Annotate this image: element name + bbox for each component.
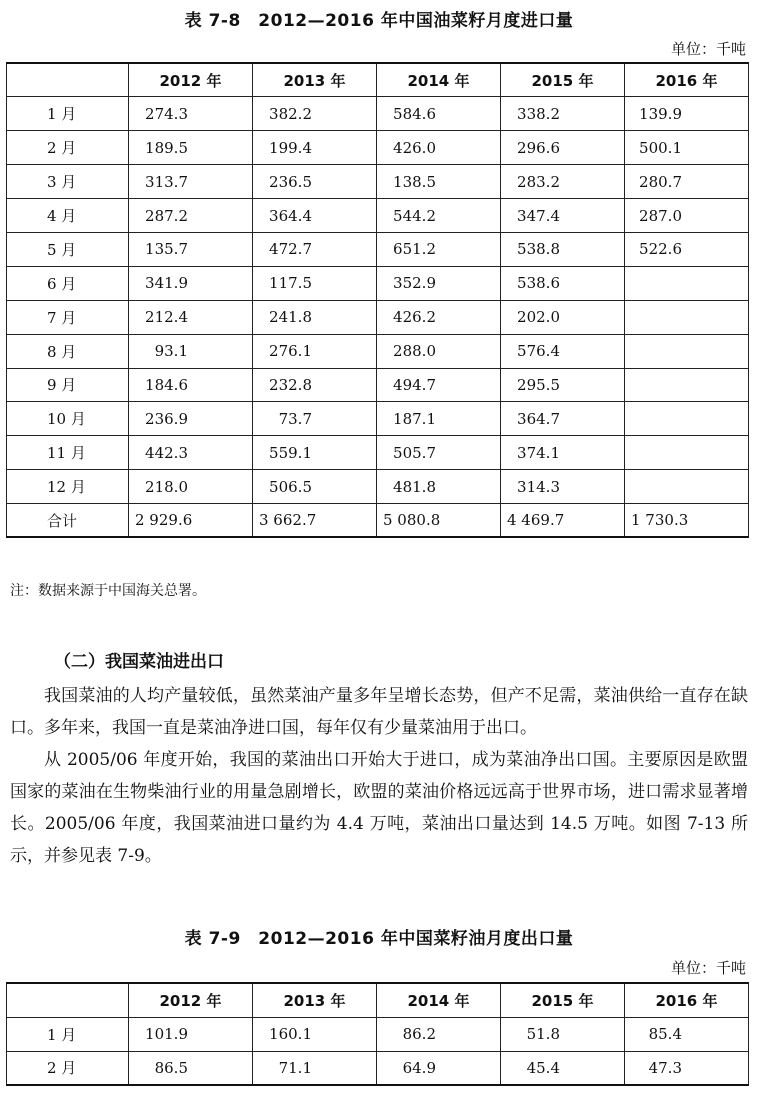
table-cell: 135.7 xyxy=(129,232,253,266)
table-cell: 494.7 xyxy=(377,368,501,402)
table-row xyxy=(7,165,749,199)
table-cell: 3 662.7 xyxy=(253,504,377,538)
table-cell: 382.2 xyxy=(253,97,377,131)
header-row xyxy=(7,63,749,97)
table-row xyxy=(7,232,749,266)
table-cell: 538.8 xyxy=(501,232,625,266)
table-cell: 347.4 xyxy=(501,199,625,233)
table-cell xyxy=(625,402,749,436)
paragraph: 从 2005/06 年度开始，我国的菜油出口开始大于进口，成为菜油净出口国。主要原因是欧盟国家的菜油在生物柴油行业的用量急剧增长，欧盟的菜油价格远远高于世界市场，进口需求显著增长。2005/06 年度，我国菜油进口量约为 4.4 万吨，菜油出口量达到 14.5 万吨。如图 7-13 所示，并参见表 7-9。 xyxy=(10,750,748,866)
row-label: 11 月 xyxy=(7,436,129,470)
paragraph: 我国菜油的人均产量较低，虽然菜油产量多年呈增长态势，但产不足需，菜油供给一直存在缺口。多年来，我国一直是菜油净进口国，每年仅有少量菜油用于出口。 xyxy=(10,686,748,738)
column-header: 2014 年 xyxy=(377,983,501,1017)
table-cell: 472.7 xyxy=(253,232,377,266)
table-cell: 232.8 xyxy=(253,368,377,402)
column-header: 2013 年 xyxy=(253,983,377,1017)
row-label: 12 月 xyxy=(7,470,129,504)
row-label: 6 月 xyxy=(7,266,129,300)
table-cell: 86.2 xyxy=(377,1017,501,1051)
column-header: 2015 年 xyxy=(501,63,625,97)
table-cell: 522.6 xyxy=(625,232,749,266)
row-label: 10 月 xyxy=(7,402,129,436)
table-row xyxy=(7,131,749,165)
table-cell: 426.2 xyxy=(377,300,501,334)
table-cell: 241.8 xyxy=(253,300,377,334)
table-cell: 189.5 xyxy=(129,131,253,165)
table-cell xyxy=(625,368,749,402)
table1-caption: 表 7-8 2012—2016 年中国油菜籽月度进口量 xyxy=(184,11,574,31)
table2-caption: 表 7-9 2012—2016 年中国菜籽油月度出口量 xyxy=(184,929,574,949)
table-cell: 51.8 xyxy=(501,1017,625,1051)
table-cell: 506.5 xyxy=(253,470,377,504)
table-cell: 93.1 xyxy=(129,334,253,368)
column-header: 2016 年 xyxy=(625,983,749,1017)
table-cell: 287.0 xyxy=(625,199,749,233)
section-heading: （二）我国菜油进出口 xyxy=(54,652,224,672)
row-label: 9 月 xyxy=(7,368,129,402)
table-cell: 236.5 xyxy=(253,165,377,199)
table-cell: 199.4 xyxy=(253,131,377,165)
table1-unit: 单位：千吨 xyxy=(670,40,746,58)
table-row xyxy=(7,1051,749,1085)
table-cell: 236.9 xyxy=(129,402,253,436)
row-label: 2 月 xyxy=(7,131,129,165)
table-cell: 160.1 xyxy=(253,1017,377,1051)
table-cell: 283.2 xyxy=(501,165,625,199)
table-cell: 287.2 xyxy=(129,199,253,233)
row-label: 8 月 xyxy=(7,334,129,368)
column-header: 2016 年 xyxy=(625,63,749,97)
row-label: 1 月 xyxy=(7,1017,129,1051)
table-row xyxy=(7,97,749,131)
table-cell: 352.9 xyxy=(377,266,501,300)
table-cell: 341.9 xyxy=(129,266,253,300)
table-cell: 86.5 xyxy=(129,1051,253,1085)
table-cell: 559.1 xyxy=(253,436,377,470)
column-header: 2012 年 xyxy=(129,63,253,97)
table-cell: 117.5 xyxy=(253,266,377,300)
table-cell xyxy=(625,436,749,470)
column-header: 2014 年 xyxy=(377,63,501,97)
table-row xyxy=(7,1017,749,1051)
table-cell xyxy=(625,470,749,504)
table-row xyxy=(7,199,749,233)
table1 xyxy=(6,62,749,538)
table-row xyxy=(7,402,749,436)
table2-unit: 单位：千吨 xyxy=(670,959,746,977)
table-cell: 295.5 xyxy=(501,368,625,402)
table-cell: 2 929.6 xyxy=(129,504,253,538)
table-cell: 187.1 xyxy=(377,402,501,436)
table-cell: 576.4 xyxy=(501,334,625,368)
row-label: 7 月 xyxy=(7,300,129,334)
column-header xyxy=(7,63,129,97)
table-cell: 184.6 xyxy=(129,368,253,402)
table-cell: 101.9 xyxy=(129,1017,253,1051)
table-row xyxy=(7,300,749,334)
table-cell: 313.7 xyxy=(129,165,253,199)
row-label: 5 月 xyxy=(7,232,129,266)
table-cell: 5 080.8 xyxy=(377,504,501,538)
header-row xyxy=(7,983,749,1017)
table-cell: 45.4 xyxy=(501,1051,625,1085)
table-cell: 538.6 xyxy=(501,266,625,300)
table-cell: 71.1 xyxy=(253,1051,377,1085)
row-label: 1 月 xyxy=(7,97,129,131)
column-header: 2012 年 xyxy=(129,983,253,1017)
column-header: 2013 年 xyxy=(253,63,377,97)
table2 xyxy=(6,982,749,1086)
table-cell: 218.0 xyxy=(129,470,253,504)
table-cell: 276.1 xyxy=(253,334,377,368)
table-cell: 374.1 xyxy=(501,436,625,470)
table-cell: 64.9 xyxy=(377,1051,501,1085)
table-row xyxy=(7,266,749,300)
table-row xyxy=(7,368,749,402)
table-cell: 364.4 xyxy=(253,199,377,233)
table-cell: 73.7 xyxy=(253,402,377,436)
table-cell: 4 469.7 xyxy=(501,504,625,538)
table-cell: 584.6 xyxy=(377,97,501,131)
table-cell: 139.9 xyxy=(625,97,749,131)
table-cell: 1 730.3 xyxy=(625,504,749,538)
table-cell: 314.3 xyxy=(501,470,625,504)
table-cell: 481.8 xyxy=(377,470,501,504)
row-label: 2 月 xyxy=(7,1051,129,1085)
table-cell xyxy=(625,266,749,300)
table-cell: 338.2 xyxy=(501,97,625,131)
table-cell: 544.2 xyxy=(377,199,501,233)
table-cell: 442.3 xyxy=(129,436,253,470)
section-body xyxy=(10,680,748,872)
table-cell: 651.2 xyxy=(377,232,501,266)
table-cell: 296.6 xyxy=(501,131,625,165)
table-cell: 274.3 xyxy=(129,97,253,131)
row-label: 合计 xyxy=(7,504,129,538)
table-cell: 500.1 xyxy=(625,131,749,165)
table-cell: 505.7 xyxy=(377,436,501,470)
row-label: 3 月 xyxy=(7,165,129,199)
table-row xyxy=(7,436,749,470)
row-label: 4 月 xyxy=(7,199,129,233)
table-cell: 288.0 xyxy=(377,334,501,368)
table-cell: 426.0 xyxy=(377,131,501,165)
table-cell: 202.0 xyxy=(501,300,625,334)
table-row xyxy=(7,334,749,368)
table-cell: 280.7 xyxy=(625,165,749,199)
table-cell: 212.4 xyxy=(129,300,253,334)
table1-note: 注：数据来源于中国海关总署。 xyxy=(10,583,206,599)
table-cell xyxy=(625,300,749,334)
table-cell: 85.4 xyxy=(625,1017,749,1051)
table-cell: 47.3 xyxy=(625,1051,749,1085)
table-row xyxy=(7,504,749,538)
column-header: 2015 年 xyxy=(501,983,625,1017)
table-row xyxy=(7,470,749,504)
column-header xyxy=(7,983,129,1017)
table-cell: 138.5 xyxy=(377,165,501,199)
table-cell: 364.7 xyxy=(501,402,625,436)
table-cell xyxy=(625,334,749,368)
